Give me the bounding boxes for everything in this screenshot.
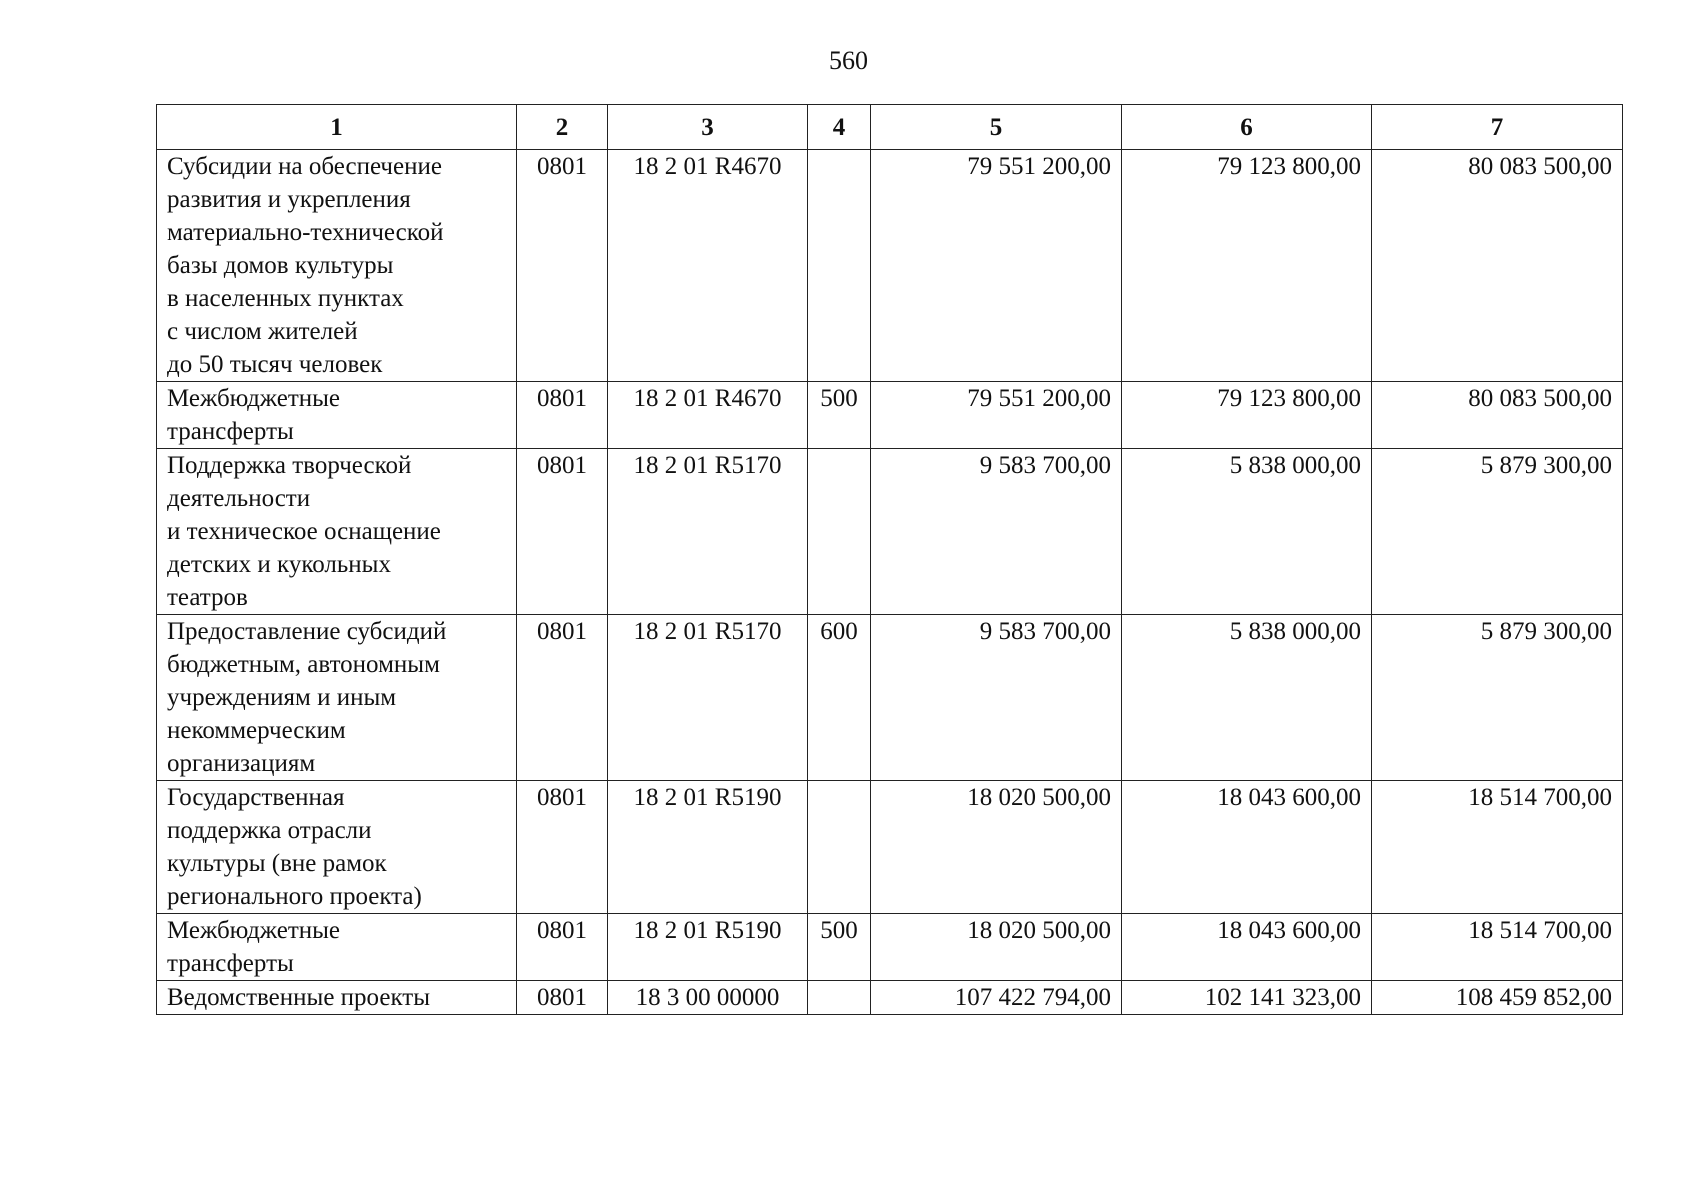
row-section: 0801: [517, 981, 608, 1015]
row-value-col5: 107 422 794,00: [871, 981, 1122, 1015]
table-header-row: [157, 105, 1623, 150]
row-value-col5: 79 551 200,00: [871, 150, 1122, 382]
row-name: Межбюджетные трансферты: [157, 914, 517, 981]
row-value-col7: 5 879 300,00: [1372, 449, 1623, 615]
table-row: [157, 615, 1623, 781]
row-name: Предоставление субсидий бюджетным, автономным учреждениям и иным некоммерческим организациям: [157, 615, 517, 781]
table-row: [157, 781, 1623, 914]
row-value-col7: 80 083 500,00: [1372, 150, 1623, 382]
row-name: Ведомственные проекты: [157, 981, 517, 1015]
row-section: 0801: [517, 615, 608, 781]
row-code: 18 2 01 R5190: [608, 781, 808, 914]
row-name: Межбюджетные трансферты: [157, 382, 517, 449]
row-value-col7: 108 459 852,00: [1372, 981, 1623, 1015]
row-type: [808, 781, 871, 914]
row-name: Поддержка творческой деятельности и техническое оснащение детских и кукольных театров: [157, 449, 517, 615]
row-value-col5: 9 583 700,00: [871, 615, 1122, 781]
row-value-col7: 5 879 300,00: [1372, 615, 1623, 781]
row-section: 0801: [517, 781, 608, 914]
row-type: [808, 981, 871, 1015]
header-col-7: 7: [1372, 105, 1623, 150]
row-code: 18 2 01 R4670: [608, 150, 808, 382]
row-code: 18 2 01 R5170: [608, 449, 808, 615]
table-row: [157, 150, 1623, 382]
row-section: 0801: [517, 150, 608, 382]
row-value-col6: 79 123 800,00: [1122, 382, 1372, 449]
row-type: [808, 449, 871, 615]
table-row: [157, 981, 1623, 1015]
row-name: Субсидии на обеспечение развития и укрепления материально-технической базы домов культуры в населенных пунктах с числом жителей до 50 тысяч человек: [157, 150, 517, 382]
row-value-col5: 18 020 500,00: [871, 914, 1122, 981]
row-section: 0801: [517, 914, 608, 981]
row-type: 500: [808, 382, 871, 449]
table-row: [157, 449, 1623, 615]
row-value-col5: 18 020 500,00: [871, 781, 1122, 914]
row-name: Государственная поддержка отрасли культуры (вне рамок регионального проекта): [157, 781, 517, 914]
row-value-col6: 79 123 800,00: [1122, 150, 1372, 382]
header-col-6: 6: [1122, 105, 1372, 150]
table-row: [157, 382, 1623, 449]
row-value-col6: 18 043 600,00: [1122, 781, 1372, 914]
header-col-4: 4: [808, 105, 871, 150]
header-col-3: 3: [608, 105, 808, 150]
header-col-2: 2: [517, 105, 608, 150]
row-value-col7: 18 514 700,00: [1372, 914, 1623, 981]
table-row: [157, 914, 1623, 981]
header-col-5: 5: [871, 105, 1122, 150]
row-section: 0801: [517, 382, 608, 449]
row-code: 18 3 00 00000: [608, 981, 808, 1015]
row-type: [808, 150, 871, 382]
row-value-col7: 80 083 500,00: [1372, 382, 1623, 449]
row-value-col6: 102 141 323,00: [1122, 981, 1372, 1015]
row-value-col6: 5 838 000,00: [1122, 449, 1372, 615]
row-code: 18 2 01 R5190: [608, 914, 808, 981]
budget-table: [156, 104, 1623, 1015]
row-value-col7: 18 514 700,00: [1372, 781, 1623, 914]
row-section: 0801: [517, 449, 608, 615]
header-col-1: 1: [157, 105, 517, 150]
row-value-col6: 5 838 000,00: [1122, 615, 1372, 781]
row-code: 18 2 01 R5170: [608, 615, 808, 781]
row-value-col5: 79 551 200,00: [871, 382, 1122, 449]
page-number: 560: [829, 46, 868, 75]
row-value-col5: 9 583 700,00: [871, 449, 1122, 615]
row-type: 500: [808, 914, 871, 981]
row-type: 600: [808, 615, 871, 781]
row-code: 18 2 01 R4670: [608, 382, 808, 449]
row-value-col6: 18 043 600,00: [1122, 914, 1372, 981]
